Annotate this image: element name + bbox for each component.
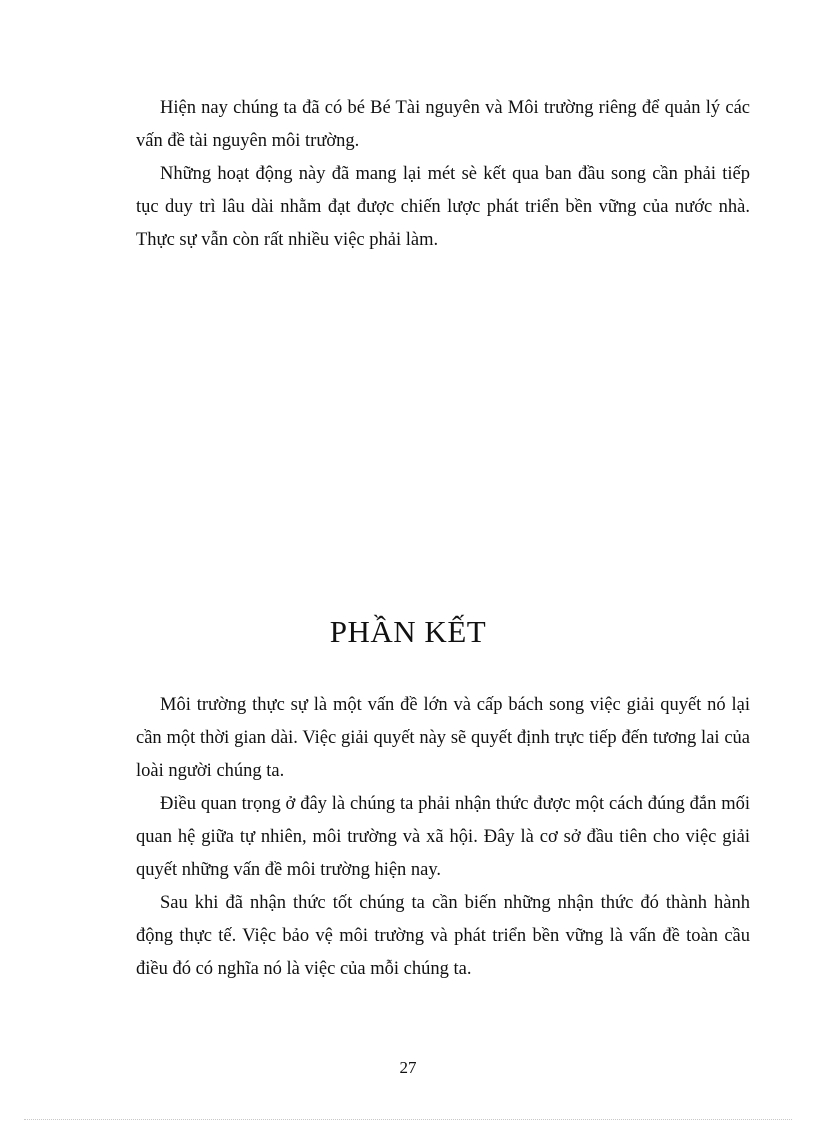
conclusion-paragraph-1: Môi trường thực sự là một vấn đề lớn và cấp bách song việc giải quyết nó lại cần một thời gian dài. Việc giải quyết này sẽ quyết định trực tiếp đến tương lai của loài người chúng ta.: [136, 695, 750, 781]
conclusion-paragraph-2: Điều quan trọng ở đây là chúng ta phải nhận thức được một cách đúng đắn mối quan hệ giữa tự nhiên, môi trường và xã hội. Đây là cơ sở đầu tiên cho việc giải quyết những vấn đề môi trường hiện nay.: [136, 794, 750, 880]
page-number: 27: [399, 1058, 417, 1077]
intro-paragraph-2: Những hoạt động này đã mang lại mét sè kết qua ban đầu song cần phải tiếp tục duy trì lâu dài nhằm đạt được chiến lược phát triển bền vững của nước nhà. Thực sự vẫn còn rất nhiều việc phải làm.: [136, 164, 750, 250]
footer-divider: [24, 1119, 792, 1120]
conclusion-paragraph-3: Sau khi đã nhận thức tốt chúng ta cần biến những nhận thức đó thành hành động thực tế. Việc bảo vệ môi trường và phát triển bền vững là vấn đề toàn cầu điều đó có nghĩa nó là việc của mỗi chúng ta.: [136, 893, 750, 979]
section-heading: PHẦN KẾT: [329, 614, 487, 649]
conclusion-section: [136, 689, 750, 986]
intro-section: [136, 92, 750, 257]
intro-paragraph-1: Hiện nay chúng ta đã có bé Bé Tài nguyên và Môi trường riêng để quản lý các vấn đề tài nguyên môi trường.: [136, 98, 750, 151]
